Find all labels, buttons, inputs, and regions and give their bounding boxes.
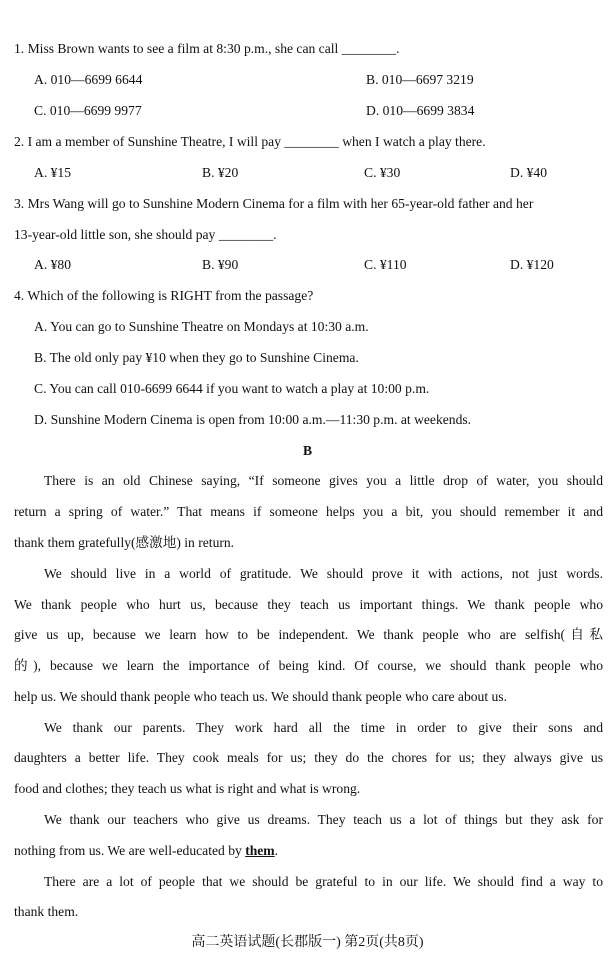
paragraph-2-line-4: 的), because we learn the importance of being kind. Of course, we should thank people who bbox=[14, 658, 603, 673]
paragraph-2-line-2: We thank people who hurt us, because they teach us important things. We thank people who bbox=[14, 597, 603, 612]
question-4-option-a: A. You can go to Sunshine Theatre on Mondays at 10:30 a.m. bbox=[34, 319, 369, 334]
section-b-heading: B bbox=[302, 443, 313, 458]
question-4-option-c: C. You can call 010-6699 6644 if you want to watch a play at 10:00 p.m. bbox=[34, 381, 430, 396]
paragraph-2-line-3: give us up, because we learn how to be independent. We thank people who are selfish(自私 bbox=[14, 627, 603, 642]
paragraph-2-line-1: We should live in a world of gratitude. We should prove it with actions, not just words. bbox=[44, 566, 603, 581]
question-3-stem-line1: 3. Mrs Wang will go to Sunshine Modern Cinema for a film with her 65-year-old father and her bbox=[14, 196, 534, 211]
underlined-word-them: them bbox=[245, 843, 275, 858]
paragraph-5-line-1: There are a lot of people that we should be grateful to in our life. We should find a way to bbox=[44, 874, 603, 889]
question-2-option-c: C. ¥30 bbox=[364, 165, 401, 180]
question-4-option-b: B. The old only pay ¥10 when they go to Sunshine Cinema. bbox=[34, 350, 359, 365]
question-2-stem: 2. I am a member of Sunshine Theatre, I will pay ________ when I watch a play there. bbox=[14, 134, 486, 149]
paragraph-4-line-2-text: nothing from us. We are well-educated by bbox=[14, 843, 246, 858]
question-1-option-b: B. 010—6697 3219 bbox=[366, 72, 474, 87]
question-1-stem: 1. Miss Brown wants to see a film at 8:30 p.m., she can call ________. bbox=[14, 41, 400, 56]
question-3-option-b: B. ¥90 bbox=[202, 257, 239, 272]
question-2-option-b: B. ¥20 bbox=[202, 165, 239, 180]
paragraph-4-line-1: We thank our teachers who give us dreams. They teach us a lot of things but they ask for bbox=[44, 812, 603, 827]
question-1-option-a: A. 010—6699 6644 bbox=[34, 72, 143, 87]
paragraph-3-line-2: daughters a better life. They cook meals for us; they do the chores for us; they always give us bbox=[14, 750, 603, 765]
question-1-option-d: D. 010—6699 3834 bbox=[366, 103, 475, 118]
paragraph-1-line-2: return a spring of water.” That means if someone helps you a bit, you should remember it and bbox=[14, 504, 603, 519]
paragraph-3-line-1: We thank our parents. They work hard all the time in order to give their sons and bbox=[44, 720, 603, 735]
page-footer: 高二英语试题(长郡版一) 第2页(共8页) bbox=[191, 935, 424, 950]
question-4-option-d: D. Sunshine Modern Cinema is open from 10:00 a.m.—11:30 p.m. at weekends. bbox=[34, 412, 472, 427]
question-3-stem-line2: 13-year-old little son, she should pay ________. bbox=[14, 227, 277, 242]
question-3-option-c: C. ¥110 bbox=[364, 257, 407, 272]
paragraph-4-line-2-end: . bbox=[274, 843, 279, 858]
question-2-option-a: A. ¥15 bbox=[34, 165, 72, 180]
question-3-option-d: D. ¥120 bbox=[510, 257, 554, 272]
question-3-option-a: A. ¥80 bbox=[34, 257, 72, 272]
paragraph-1-line-3: thank them gratefully(感激地) in return. bbox=[14, 535, 235, 550]
question-2-option-d: D. ¥40 bbox=[510, 165, 548, 180]
paragraph-2-line-5: help us. We should thank people who teach us. We should thank people who care about us. bbox=[14, 689, 507, 704]
question-1-option-c: C. 010—6699 9977 bbox=[34, 103, 142, 118]
paragraph-1-line-1: There is an old Chinese saying, “If someone gives you a little drop of water, you should bbox=[44, 473, 603, 488]
question-4-stem: 4. Which of the following is RIGHT from the passage? bbox=[14, 288, 314, 303]
paragraph-3-line-3: food and clothes; they teach us what is right and what is wrong. bbox=[14, 781, 361, 796]
paragraph-4-line-2 bbox=[14, 842, 603, 860]
paragraph-5-line-2: thank them. bbox=[14, 904, 79, 919]
